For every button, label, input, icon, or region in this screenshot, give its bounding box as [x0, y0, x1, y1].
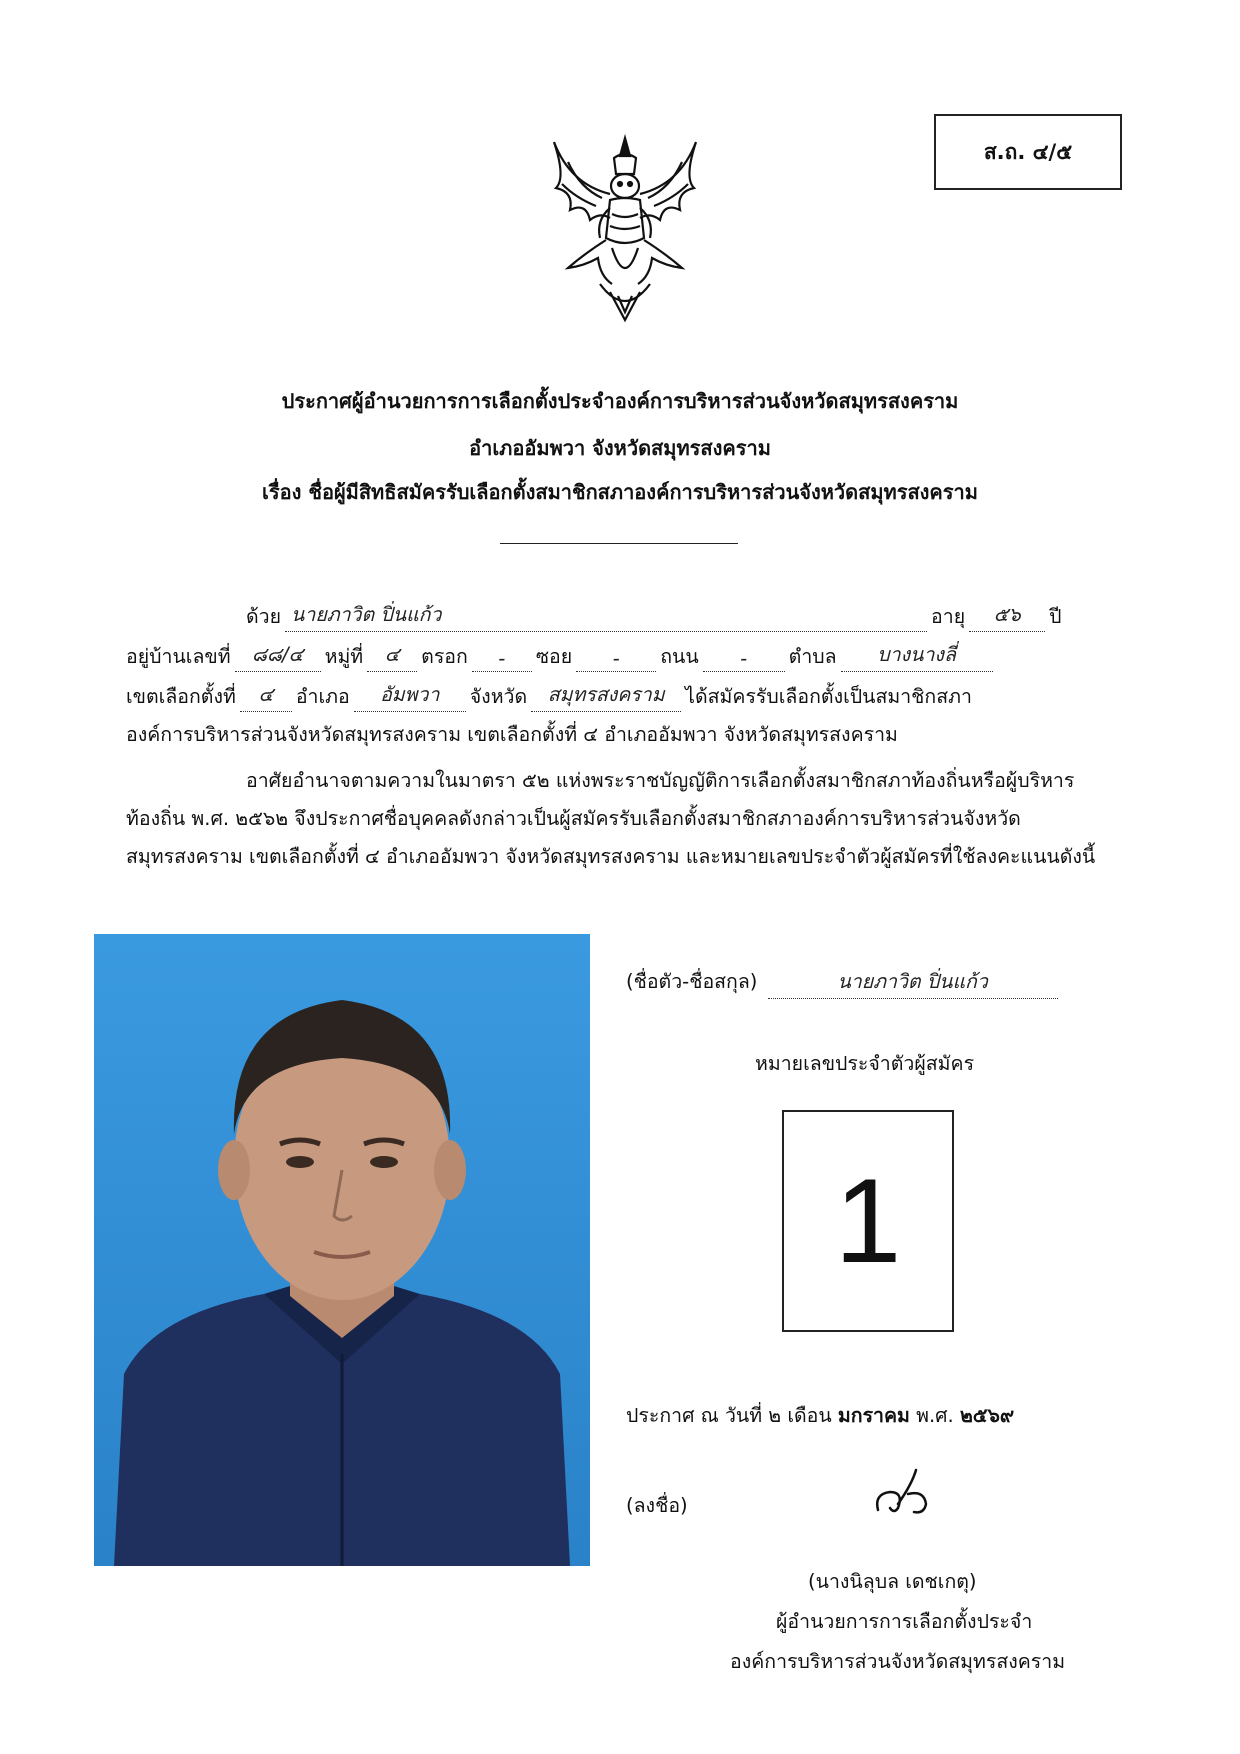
header-line-3: เรื่อง ชื่อผู้มีสิทธิสมัครรับเลือกตั้งสมาชิกสภาองค์การบริหารส่วนจังหวัดสมุทรสงคราม	[262, 480, 978, 504]
candidate-photo	[94, 934, 590, 1566]
announce-month: มกราคม	[837, 1404, 910, 1427]
house-label: อยู่บ้านเลขที่	[126, 645, 231, 668]
legal-paragraph: อาศัยอำนาจตามความในมาตรา ๕๒ แห่งพระราชบัญญัติการเลือกตั้งสมาชิกสภาท้องถิ่นหรือผู้บริหารท้องถิ่น พ.ศ. ๒๕๖๒ จึงประกาศชื่อบุคคลดังกล่าวเป็นผู้สมัครรับเลือกตั้งสมาชิกสภาองค์การบริหารส่วนจังหวัดสมุทรสงคราม เขตเลือกตั้งที่ ๔ อำเภออัมพวา จังหวัดสมุทรสงคราม และหมายเลขประจำตัวผู้สมัครที่ใช้ลงคะแนนดังนี้	[126, 769, 1096, 868]
candidate-number-box	[782, 1110, 954, 1332]
candidate-name-row	[626, 966, 1062, 999]
amphoe-label: อำเภอ	[295, 685, 350, 708]
by-label: ด้วย	[246, 605, 282, 628]
amphoe-value: อัมพวา	[354, 679, 466, 712]
signer-title-1: ผู้อำนวยการการเลือกตั้งประจำ	[776, 1610, 1033, 1633]
age-label: อายุ	[931, 605, 966, 628]
announce-year: ๒๕๖๙	[959, 1404, 1015, 1427]
announce-year-prefix: พ.ศ.	[916, 1404, 954, 1427]
candidate-name-label: (ชื่อตัว-ชื่อสกุล)	[626, 970, 758, 993]
form-line-name	[126, 596, 1108, 632]
sign-label: (ลงชื่อ)	[626, 1494, 688, 1517]
form-code-box	[934, 114, 1122, 190]
form-code: ส.ถ. ๔/๕	[983, 139, 1073, 164]
road-value: -	[703, 647, 785, 672]
signer-title-2: องค์การบริหารส่วนจังหวัดสมุทรสงคราม	[730, 1650, 1066, 1673]
candidate-number: 1	[834, 1154, 902, 1288]
alley-value: -	[472, 647, 532, 672]
moo-label: หมู่ที่	[324, 645, 364, 668]
tambon-label: ตำบล	[788, 645, 837, 668]
soi-value: -	[576, 647, 656, 672]
signer-name: (นางนิลุบล เดชเกตุ)	[808, 1570, 977, 1593]
road-label: ถนน	[660, 645, 699, 668]
announce-prefix: ประกาศ ณ วันที่ ๒ เดือน	[626, 1404, 832, 1427]
header-separator	[500, 543, 738, 544]
province-value: สมุทรสงคราม	[531, 679, 681, 712]
garuda-emblem-icon	[540, 128, 710, 326]
house-number: ๘๘/๔	[235, 639, 321, 672]
tambon-value: บางนางลี่	[841, 639, 993, 672]
signature-icon	[864, 1464, 944, 1520]
province-label: จังหวัด	[469, 685, 528, 708]
header-line-1: ประกาศผู้อำนวยการการเลือกตั้งประจำองค์การบริหารส่วนจังหวัดสมุทรสงคราม	[281, 389, 959, 413]
age-unit: ปี	[1049, 605, 1062, 628]
form-line-4-text: องค์การบริหารส่วนจังหวัดสมุทรสงคราม เขตเลือกตั้งที่ ๔ อำเภออัมพวา จังหวัดสมุทรสงคราม	[126, 723, 898, 746]
form-line-district	[126, 676, 1108, 712]
form-line-4	[126, 714, 1108, 750]
moo-value: ๔	[367, 639, 417, 672]
candidate-name: นายภาวิต ปิ่นแก้ว	[768, 966, 1058, 999]
applicant-name: นายภาวิต ปิ่นแก้ว	[285, 599, 927, 632]
district-no-label: เขตเลือกตั้งที่	[126, 685, 236, 708]
applied-text: ได้สมัครรับเลือกตั้งเป็นสมาชิกสภา	[685, 685, 972, 708]
candidate-number-label: หมายเลขประจำตัวผู้สมัคร	[755, 1052, 975, 1075]
header-line-2: อำเภออัมพวา จังหวัดสมุทรสงคราม	[469, 436, 771, 460]
form-line-address	[126, 636, 1108, 672]
age-value: ๕๖	[969, 599, 1045, 632]
district-no-value: ๔	[240, 679, 292, 712]
candidate-portrait-icon	[94, 934, 590, 1566]
soi-label: ซอย	[535, 645, 573, 668]
alley-label: ตรอก	[421, 645, 468, 668]
announce-date	[626, 1400, 1014, 1431]
